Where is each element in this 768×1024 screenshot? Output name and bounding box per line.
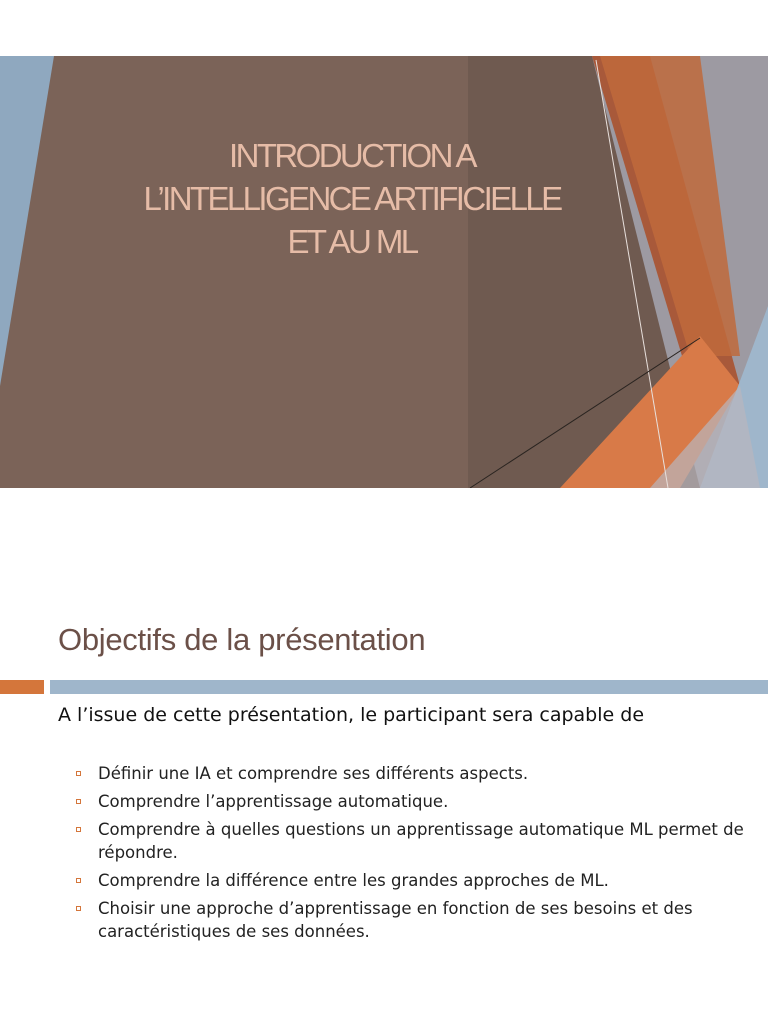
square-bullet-icon	[76, 771, 81, 776]
objectives-intro: A l’issue de cette présentation, le participant sera capable de	[58, 704, 645, 726]
square-bullet-icon	[76, 827, 81, 832]
blue-divider	[50, 680, 768, 694]
title-slide	[0, 56, 768, 488]
list-item-text: Comprendre à quelles questions un apprentissage automatique ML permet de répondre.	[98, 820, 744, 862]
title-line-3: ET AU ML	[287, 223, 417, 260]
objectives-title: Objectifs de la présentation	[58, 622, 426, 657]
square-bullet-icon	[76, 878, 81, 883]
list-item	[74, 869, 754, 892]
list-item-text: Choisir une approche d’apprentissage en fonction de ses besoins et des caractéristiques de ses données.	[98, 899, 693, 941]
slide-title	[72, 134, 632, 263]
title-line-2: L’INTELLIGENCE ARTIFICIELLE	[143, 180, 561, 217]
list-item	[74, 790, 754, 813]
title-line-1: INTRODUCTION A	[229, 137, 475, 174]
list-item	[74, 818, 754, 864]
orange-divider	[0, 680, 44, 694]
list-item	[74, 897, 754, 943]
title-slide-background	[0, 56, 768, 488]
objectives-list	[74, 762, 754, 948]
square-bullet-icon	[76, 799, 81, 804]
square-bullet-icon	[76, 906, 81, 911]
objectives-slide	[0, 600, 768, 1024]
list-item-text: Comprendre l’apprentissage automatique.	[98, 792, 449, 811]
list-item	[74, 762, 754, 785]
list-item-text: Définir une IA et comprendre ses différents aspects.	[98, 764, 529, 783]
list-item-text: Comprendre la différence entre les grandes approches de ML.	[98, 871, 609, 890]
